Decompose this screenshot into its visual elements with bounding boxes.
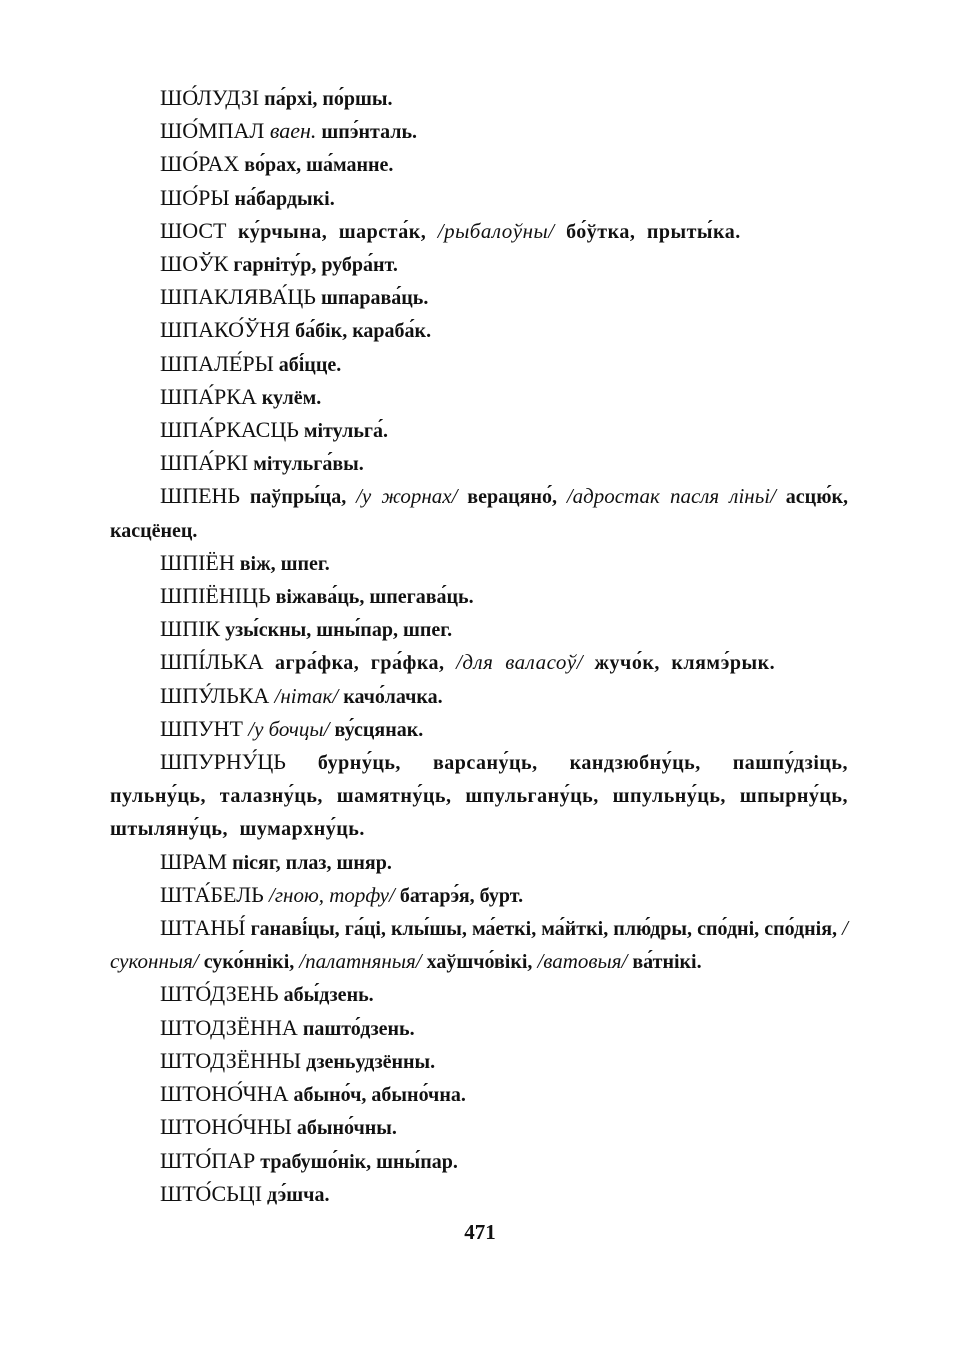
entry-headword: ШПЕНЬ	[160, 483, 241, 509]
dictionary-entry	[110, 646, 848, 679]
entry-headword: ШО́ЛУДЗІ	[160, 85, 260, 110]
entry-headword: ШПАКЛЯВА́ЦЬ	[160, 284, 316, 310]
dictionary-entry	[110, 580, 848, 613]
entry-headword: ШПА́РКАСЦЬ	[160, 417, 299, 443]
usage-note: /ватовыя/	[537, 949, 628, 974]
dictionary-entry	[110, 613, 848, 646]
dictionary-entry	[110, 348, 848, 381]
synonyms: пашто́дзень.	[297, 1017, 415, 1040]
synonyms: кулём.	[256, 386, 322, 409]
synonyms: ба́бік, караба́к.	[290, 320, 432, 343]
synonyms: дзеньудзённы.	[301, 1050, 436, 1073]
usage-note: /адростак пасля ліньі/	[566, 484, 776, 509]
entry-headword: ШПА́РКІ	[160, 450, 249, 476]
domain-label: ваен.	[264, 118, 317, 144]
entry-headword: ШОЎК	[160, 251, 229, 277]
synonyms: мітульга́вы.	[248, 453, 364, 476]
dictionary-entry	[110, 680, 848, 713]
dictionary-entry	[110, 115, 848, 148]
usage-note: /рыбалоўны/	[437, 218, 555, 243]
entry-headword: ШТО́ДЗЕНЬ	[160, 981, 279, 1007]
entry-headword: ШО́РЫ	[160, 184, 230, 210]
synonyms: віж, шпег.	[234, 552, 330, 575]
dictionary-entry	[110, 978, 848, 1011]
entry-headword: ШПАКО́ЎНЯ	[160, 317, 291, 343]
dictionary-entry	[110, 1078, 848, 1111]
synonyms: трабушо́нік, шны́пар.	[255, 1150, 458, 1173]
dictionary-entry	[110, 912, 848, 978]
dictionary-entry	[110, 1111, 848, 1144]
entry-headword: ШТАНЫ́	[160, 915, 246, 941]
synonyms: ву́сцянак.	[329, 718, 424, 741]
dictionary-entry	[110, 414, 848, 447]
dictionary-entry	[110, 447, 848, 480]
usage-note: /гною, торфу/	[263, 882, 395, 907]
synonyms: абыно́ч, абыно́чна.	[288, 1084, 466, 1107]
synonyms: віжава́ць, шпегава́ць.	[270, 586, 474, 609]
synonyms: батарэ́я, бурт.	[394, 884, 524, 907]
synonyms: пісяг, плаз, шняр.	[227, 851, 392, 874]
dictionary-entry	[110, 480, 848, 546]
entry-headword: ШТОДЗЁННА	[160, 1014, 298, 1040]
synonyms: ку́рчына, шарста́к,	[226, 220, 438, 243]
synonyms: агра́фка, гра́фка,	[263, 652, 457, 675]
synonyms: паўпры́ца,	[240, 486, 357, 509]
entry-headword: ШТО́ПАР	[160, 1147, 256, 1173]
entry-headword: ШТА́БЕЛЬ	[160, 881, 264, 907]
synonyms: ва́тнікі.	[627, 951, 702, 974]
entry-headword: ШТО́СЬЦІ	[160, 1180, 263, 1206]
synonyms: бурну́ць, варсану́ць, кандзюбну́ць, пашпу́дзіць, пульну́ць, талазну́ць, шамятну́ць, шпульгану́ць, шпульну́ць, шпырну́ць, штыляну́ць, шумархну́ць.	[110, 752, 848, 841]
synonyms: качо́лачка.	[338, 685, 443, 708]
dictionary-entry	[110, 547, 848, 580]
dictionary-entry	[110, 746, 848, 846]
dictionary-entry	[110, 314, 848, 347]
usage-note: /у жорнах/	[356, 484, 458, 509]
usage-note: /нітак/	[269, 683, 339, 708]
synonyms: шпарава́ць.	[315, 287, 429, 310]
dictionary-entry	[110, 879, 848, 912]
dictionary-entry	[110, 82, 848, 115]
page-number: 471	[464, 1220, 496, 1244]
synonyms: узы́скны, шны́пар, шпег.	[220, 619, 453, 642]
entry-headword: ШПУРНУ́ЦЬ	[160, 749, 286, 775]
entry-headword: ШТОНО́ЧНЫ	[160, 1114, 292, 1140]
entry-headword: ШПІЁНІЦЬ	[160, 583, 271, 609]
dictionary-entry	[110, 1045, 848, 1078]
dictionary-entry	[110, 148, 848, 181]
synonyms: во́рах, ша́манне.	[239, 154, 394, 177]
entry-headword: ШТОДЗЁННЫ	[160, 1047, 302, 1073]
synonyms: суко́ннікі,	[198, 951, 300, 974]
synonyms: дэ́шча.	[262, 1183, 330, 1206]
synonyms: абі́цце.	[273, 353, 342, 376]
dictionary-entry	[110, 182, 848, 215]
synonyms: бо́ўтка, прыты́ка.	[554, 220, 741, 243]
dictionary-page	[110, 82, 848, 1211]
synonyms: верацяно́,	[457, 486, 567, 509]
dictionary-entry	[110, 1178, 848, 1211]
entry-headword: ШРАМ	[160, 848, 228, 874]
synonyms: ганаві́цы, га́ці, клы́шы, ма́еткі, ма́йткі, плю́дры, спо́дні, спо́днія,	[245, 918, 843, 941]
dictionary-entry	[110, 381, 848, 414]
dictionary-entry	[110, 248, 848, 281]
synonyms: асцю́к, касцёнец.	[110, 486, 848, 542]
entry-headword: ШПІК	[160, 616, 221, 642]
entry-headword: ШО́РАХ	[160, 151, 240, 177]
entry-headword: ШПУНТ	[160, 715, 243, 741]
dictionary-entry	[110, 713, 848, 746]
synonyms: гарніту́р, рубра́нт.	[228, 254, 398, 277]
dictionary-entry	[110, 1145, 848, 1178]
usage-note: /у бочцы/	[242, 716, 330, 741]
entry-headword: ШПА́РКА	[160, 383, 257, 409]
entry-headword: ШПІ́ЛЬКА	[160, 649, 264, 675]
synonyms: шпэ́нталь.	[316, 121, 418, 144]
usage-note: /для валасоў/	[456, 650, 584, 675]
synonyms: хаўшчо́вікі,	[421, 951, 538, 974]
entry-headword: ШПАЛЕ́РЫ	[160, 350, 274, 376]
synonyms: абы́дзень.	[278, 984, 374, 1007]
entry-headword: ШТОНО́ЧНА	[160, 1081, 289, 1107]
synonyms: жучо́к, клямэ́рык.	[583, 652, 776, 675]
dictionary-entry	[110, 846, 848, 879]
usage-note: /суконныя/	[110, 916, 848, 974]
entry-headword: ШПУ́ЛЬКА	[160, 682, 270, 708]
dictionary-entry	[110, 1012, 848, 1045]
synonyms: мітульга́.	[298, 420, 388, 443]
synonyms: на́бардыкі.	[229, 187, 335, 210]
entry-headword: ШО́МПАЛ	[160, 118, 265, 144]
dictionary-entry	[110, 215, 848, 248]
usage-note: /палатняныя/	[299, 949, 422, 974]
entry-headword: ШОСТ	[160, 217, 227, 243]
entry-headword: ШПІЁН	[160, 549, 235, 575]
synonyms: па́рхі, по́ршы.	[259, 88, 393, 110]
dictionary-entry	[110, 281, 848, 314]
synonyms: абыно́чны.	[291, 1117, 397, 1140]
